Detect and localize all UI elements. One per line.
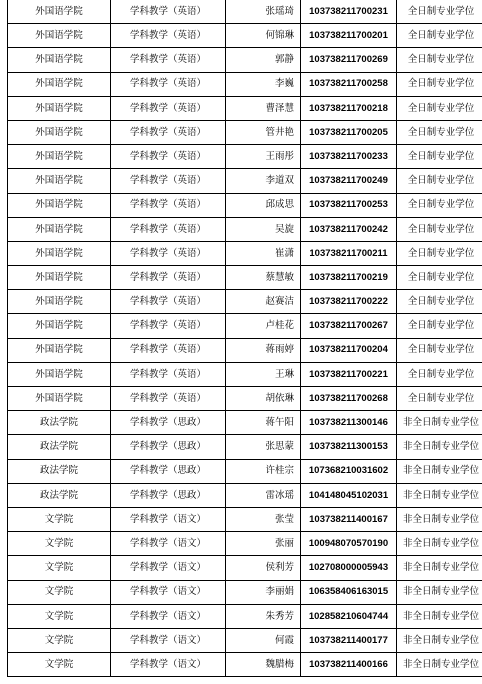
student-name-cell: 张思蒙	[226, 435, 301, 459]
major-cell: 学科教学（英语）	[111, 24, 226, 48]
college-cell: 外国语学院	[8, 290, 111, 314]
major-cell: 学科教学（语文）	[111, 628, 226, 652]
degree-type-cell: 全日制专业学位	[397, 193, 482, 217]
student-name-cell: 蒋午阳	[226, 411, 301, 435]
candidate-id-cell: 103738211700201	[301, 24, 397, 48]
table-row	[8, 459, 482, 483]
college-cell: 外国语学院	[8, 145, 111, 169]
candidate-id-cell: 100948070570190	[301, 532, 397, 556]
college-cell: 外国语学院	[8, 314, 111, 338]
college-cell: 外国语学院	[8, 266, 111, 290]
college-cell: 外国语学院	[8, 217, 111, 241]
table-row	[8, 72, 482, 96]
major-cell: 学科教学（思政）	[111, 411, 226, 435]
table-row	[8, 120, 482, 144]
major-cell: 学科教学（思政）	[111, 459, 226, 483]
table-row	[8, 556, 482, 580]
table-row	[8, 435, 482, 459]
candidate-id-cell: 103738211400177	[301, 628, 397, 652]
candidate-id-cell: 103738211700211	[301, 241, 397, 265]
candidate-id-cell: 106358406163015	[301, 580, 397, 604]
table-row	[8, 483, 482, 507]
degree-type-cell: 全日制专业学位	[397, 0, 482, 24]
student-name-cell: 魏腊梅	[226, 653, 301, 677]
student-name-cell: 李道双	[226, 169, 301, 193]
candidate-id-cell: 102708000005943	[301, 556, 397, 580]
degree-type-cell: 全日制专业学位	[397, 169, 482, 193]
college-cell: 外国语学院	[8, 96, 111, 120]
candidate-id-cell: 103738211300153	[301, 435, 397, 459]
candidate-id-cell: 103738211400166	[301, 653, 397, 677]
candidate-id-cell: 103738211700258	[301, 72, 397, 96]
candidate-id-cell: 102858210604744	[301, 604, 397, 628]
table-row	[8, 338, 482, 362]
degree-type-cell: 非全日制专业学位	[397, 435, 482, 459]
student-name-cell: 何锦琳	[226, 24, 301, 48]
degree-type-cell: 全日制专业学位	[397, 241, 482, 265]
student-name-cell: 郭静	[226, 48, 301, 72]
degree-type-cell: 全日制专业学位	[397, 338, 482, 362]
college-cell: 外国语学院	[8, 338, 111, 362]
candidate-id-cell: 103738211700242	[301, 217, 397, 241]
student-name-cell: 朱秀芳	[226, 604, 301, 628]
table-row	[8, 314, 482, 338]
table-row	[8, 96, 482, 120]
student-name-cell: 张丽	[226, 532, 301, 556]
candidate-id-cell: 103738211700222	[301, 290, 397, 314]
major-cell: 学科教学（英语）	[111, 338, 226, 362]
table-row	[8, 169, 482, 193]
college-cell: 外国语学院	[8, 120, 111, 144]
major-cell: 学科教学（英语）	[111, 145, 226, 169]
candidate-id-cell: 103738211700204	[301, 338, 397, 362]
table-row	[8, 362, 482, 386]
student-name-cell: 崔潇	[226, 241, 301, 265]
major-cell: 学科教学（英语）	[111, 48, 226, 72]
student-name-cell: 张瑶琦	[226, 0, 301, 24]
college-cell: 政法学院	[8, 435, 111, 459]
table-row	[8, 628, 482, 652]
table-row	[8, 241, 482, 265]
candidate-id-cell: 103738211300146	[301, 411, 397, 435]
table-row	[8, 24, 482, 48]
college-cell: 外国语学院	[8, 387, 111, 411]
college-cell: 文学院	[8, 507, 111, 531]
major-cell: 学科教学（语文）	[111, 653, 226, 677]
college-cell: 外国语学院	[8, 193, 111, 217]
candidate-id-cell: 103738211700249	[301, 169, 397, 193]
degree-type-cell: 全日制专业学位	[397, 217, 482, 241]
student-name-cell: 胡依琳	[226, 387, 301, 411]
major-cell: 学科教学（英语）	[111, 266, 226, 290]
student-name-cell: 管井艳	[226, 120, 301, 144]
college-cell: 文学院	[8, 556, 111, 580]
degree-type-cell: 非全日制专业学位	[397, 653, 482, 677]
degree-type-cell: 全日制专业学位	[397, 314, 482, 338]
table-row	[8, 266, 482, 290]
major-cell: 学科教学（语文）	[111, 532, 226, 556]
student-name-cell: 李巍	[226, 72, 301, 96]
candidate-id-cell: 103738211700205	[301, 120, 397, 144]
student-name-cell: 何霞	[226, 628, 301, 652]
college-cell: 文学院	[8, 580, 111, 604]
degree-type-cell: 非全日制专业学位	[397, 459, 482, 483]
major-cell: 学科教学（英语）	[111, 120, 226, 144]
candidate-id-cell: 103738211700218	[301, 96, 397, 120]
candidate-id-cell: 103738211700253	[301, 193, 397, 217]
candidate-id-cell: 103738211700269	[301, 48, 397, 72]
candidate-id-cell: 107368210031602	[301, 459, 397, 483]
admission-table	[7, 0, 482, 677]
candidate-id-cell: 103738211700267	[301, 314, 397, 338]
candidate-id-cell: 103738211700268	[301, 387, 397, 411]
candidate-id-cell: 103738211700219	[301, 266, 397, 290]
college-cell: 政法学院	[8, 483, 111, 507]
degree-type-cell: 全日制专业学位	[397, 290, 482, 314]
degree-type-cell: 非全日制专业学位	[397, 580, 482, 604]
major-cell: 学科教学（英语）	[111, 241, 226, 265]
degree-type-cell: 非全日制专业学位	[397, 507, 482, 531]
degree-type-cell: 全日制专业学位	[397, 96, 482, 120]
candidate-id-cell: 104148045102031	[301, 483, 397, 507]
college-cell: 外国语学院	[8, 362, 111, 386]
degree-type-cell: 全日制专业学位	[397, 362, 482, 386]
candidate-id-cell: 103738211700231	[301, 0, 397, 24]
admission-list	[7, 0, 480, 677]
student-name-cell: 赵赛洁	[226, 290, 301, 314]
major-cell: 学科教学（英语）	[111, 96, 226, 120]
major-cell: 学科教学（英语）	[111, 72, 226, 96]
student-name-cell: 许桂宗	[226, 459, 301, 483]
degree-type-cell: 非全日制专业学位	[397, 483, 482, 507]
student-name-cell: 王雨彤	[226, 145, 301, 169]
candidate-id-cell: 103738211700233	[301, 145, 397, 169]
table-row	[8, 48, 482, 72]
table-row	[8, 507, 482, 531]
college-cell: 外国语学院	[8, 241, 111, 265]
table-row	[8, 193, 482, 217]
degree-type-cell: 非全日制专业学位	[397, 411, 482, 435]
student-name-cell: 侯利芳	[226, 556, 301, 580]
college-cell: 文学院	[8, 653, 111, 677]
degree-type-cell: 全日制专业学位	[397, 145, 482, 169]
college-cell: 政法学院	[8, 459, 111, 483]
major-cell: 学科教学（语文）	[111, 580, 226, 604]
student-name-cell: 蔡慧敏	[226, 266, 301, 290]
college-cell: 外国语学院	[8, 0, 111, 24]
college-cell: 外国语学院	[8, 72, 111, 96]
student-name-cell: 吴旋	[226, 217, 301, 241]
major-cell: 学科教学（思政）	[111, 435, 226, 459]
college-cell: 外国语学院	[8, 24, 111, 48]
table-row	[8, 411, 482, 435]
candidate-id-cell: 103738211400167	[301, 507, 397, 531]
degree-type-cell: 全日制专业学位	[397, 120, 482, 144]
degree-type-cell: 非全日制专业学位	[397, 556, 482, 580]
table-row	[8, 580, 482, 604]
college-cell: 外国语学院	[8, 48, 111, 72]
table-row	[8, 217, 482, 241]
college-cell: 政法学院	[8, 411, 111, 435]
table-row	[8, 532, 482, 556]
table-body	[8, 0, 482, 677]
degree-type-cell: 全日制专业学位	[397, 387, 482, 411]
college-cell: 文学院	[8, 532, 111, 556]
table-row	[8, 0, 482, 24]
table-row	[8, 653, 482, 677]
degree-type-cell: 非全日制专业学位	[397, 604, 482, 628]
table-row	[8, 290, 482, 314]
college-cell: 文学院	[8, 628, 111, 652]
table-row	[8, 387, 482, 411]
major-cell: 学科教学（思政）	[111, 483, 226, 507]
major-cell: 学科教学（英语）	[111, 169, 226, 193]
table-row	[8, 145, 482, 169]
major-cell: 学科教学（语文）	[111, 507, 226, 531]
major-cell: 学科教学（英语）	[111, 193, 226, 217]
degree-type-cell: 全日制专业学位	[397, 48, 482, 72]
major-cell: 学科教学（英语）	[111, 0, 226, 24]
candidate-id-cell: 103738211700221	[301, 362, 397, 386]
major-cell: 学科教学（英语）	[111, 217, 226, 241]
student-name-cell: 邱成思	[226, 193, 301, 217]
table-row	[8, 604, 482, 628]
major-cell: 学科教学（英语）	[111, 314, 226, 338]
college-cell: 外国语学院	[8, 169, 111, 193]
student-name-cell: 雷冰瑶	[226, 483, 301, 507]
major-cell: 学科教学（语文）	[111, 556, 226, 580]
student-name-cell: 蒋雨婷	[226, 338, 301, 362]
major-cell: 学科教学（英语）	[111, 290, 226, 314]
student-name-cell: 李丽娟	[226, 580, 301, 604]
student-name-cell: 卢桂花	[226, 314, 301, 338]
degree-type-cell: 全日制专业学位	[397, 72, 482, 96]
major-cell: 学科教学（英语）	[111, 387, 226, 411]
student-name-cell: 王琳	[226, 362, 301, 386]
major-cell: 学科教学（语文）	[111, 604, 226, 628]
degree-type-cell: 非全日制专业学位	[397, 628, 482, 652]
college-cell: 文学院	[8, 604, 111, 628]
degree-type-cell: 全日制专业学位	[397, 266, 482, 290]
degree-type-cell: 全日制专业学位	[397, 24, 482, 48]
degree-type-cell: 非全日制专业学位	[397, 532, 482, 556]
student-name-cell: 曹泽慧	[226, 96, 301, 120]
student-name-cell: 张莹	[226, 507, 301, 531]
major-cell: 学科教学（英语）	[111, 362, 226, 386]
